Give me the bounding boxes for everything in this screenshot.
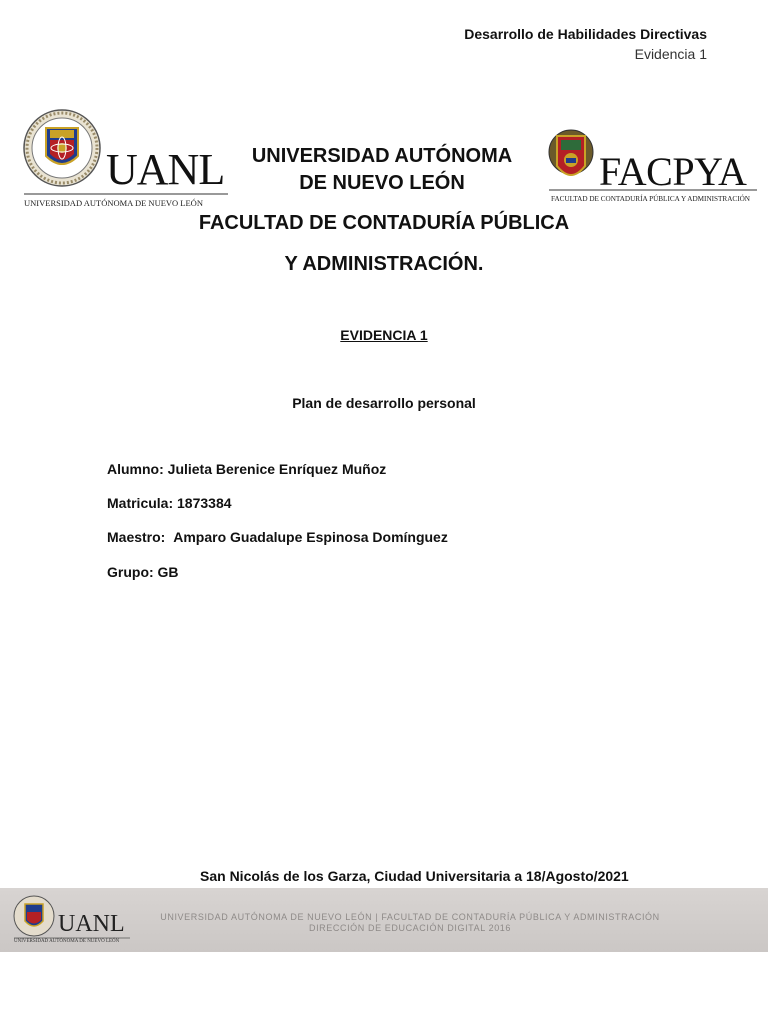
student-name-row: [107, 461, 386, 477]
faculty-title-line2: Y ADMINISTRACIÓN.: [284, 253, 484, 275]
university-title-line1: UNIVERSIDAD AUTÓNOMA: [251, 145, 513, 167]
course-name: Desarrollo de Habilidades Directivas: [464, 26, 707, 42]
uanl-logo-caption: UNIVERSIDAD AUTÓNOMA DE NUEVO LEÓN: [24, 198, 203, 208]
teacher-row: [107, 529, 448, 545]
subject-title: Plan de desarrollo personal: [292, 395, 476, 411]
facpya-logo: [547, 122, 759, 208]
footer-text-line2: DIRECCIÓN DE EDUCACIÓN DIGITAL 2016: [308, 923, 512, 933]
group-value: GB: [157, 564, 179, 580]
teacher-value: Amparo Guadalupe Espinosa Domínguez: [173, 529, 448, 545]
university-title: [230, 143, 534, 197]
evidence-label: Evidencia 1: [634, 46, 707, 62]
footer-uanl-logo: [12, 894, 132, 948]
place-date: San Nicolás de los Garza, Ciudad Universitaria a 18/Agosto/2021: [200, 868, 629, 884]
footer-uanl-caption: UNIVERSIDAD AUTÓNOMA DE NUEVO LEÓN: [14, 939, 120, 944]
footer-uanl-wordmark: UANL: [58, 911, 125, 937]
group-label: Grupo:: [107, 564, 154, 580]
faculty-title-line1: FACULTAD DE CONTADURÍA PÚBLICA: [198, 212, 570, 234]
teacher-label: Maestro:: [107, 529, 166, 545]
uanl-logo: [22, 108, 230, 210]
footer-text: [150, 912, 670, 934]
university-title-line2: DE NUEVO LEÓN: [299, 172, 465, 194]
group-row: [107, 564, 179, 580]
uanl-wordmark: UANL: [106, 145, 225, 194]
student-name-label: Alumno:: [107, 461, 164, 477]
student-id-value: 1873384: [177, 495, 232, 511]
student-id-label: Matricula:: [107, 495, 174, 511]
facpya-logo-caption: FACULTAD DE CONTADURÍA PÚBLICA Y ADMINISTRACIÓN: [551, 195, 750, 203]
student-name-value: Julieta Berenice Enríquez Muñoz: [167, 461, 387, 477]
facpya-wordmark: FACPYA: [599, 149, 747, 194]
evidence-heading: EVIDENCIA 1: [340, 327, 428, 343]
footer-text-line1: UNIVERSIDAD AUTÓNOMA DE NUEVO LEÓN | FACULTAD DE CONTADURÍA PÚBLICA Y ADMINISTRACIÓN: [160, 912, 660, 922]
student-id-row: [107, 495, 232, 511]
